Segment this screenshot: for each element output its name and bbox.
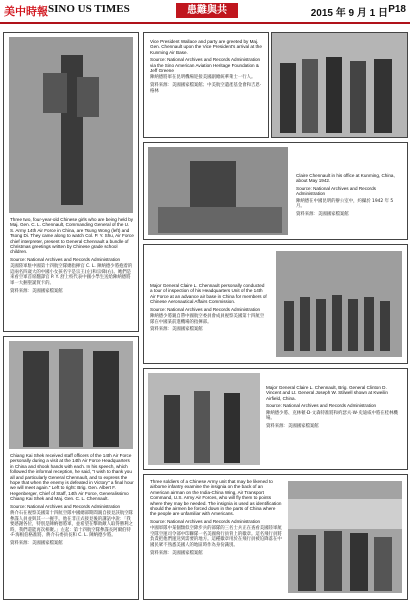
brand-chinese: 美中時報	[4, 5, 48, 18]
article-wallace-source: Source: National Archives and Records Administration via the Sino American Aviation Heritage Foundation & Jeff Greene	[150, 57, 261, 74]
article-inspection-cn-source: 資料來源：美國國家檔案館	[150, 327, 203, 333]
photo-wallace	[271, 32, 408, 138]
article-soldiers	[143, 474, 408, 600]
photo-office	[148, 147, 288, 235]
article-soldiers-cn-source: 資料來源：美國國家檔案館	[150, 550, 203, 556]
article-office-en: Claire Chennault in his office at Kunming, China, about May 1942.	[296, 173, 395, 184]
article-inspection-en: Major General Claire L. Chennault personally conducted a tour of inspection of his Headquarters Unit of the 14th Air Force at an advance air base in China for members of Chinese Aeronautical Affairs Commission.	[150, 283, 267, 305]
article-soldiers-source: Source: National Archives and Records Administration	[150, 518, 261, 524]
article-office-cn: 陳納德在中國昆明的辦公室中，約攝於 1942 年 5 月。	[296, 198, 394, 210]
article-girls-en: Three two, four-year-old Chinese girls who are being held by Maj. Gen. C. L. Chennault, Commanding General of the U. S. Army 14th Air Force in China, are Tsung Wong (left) and Tsong Di. They came along to watch Col. P. Y. Shu, Air Force chief interpreter, present to General Chennault a bundle of Christmas greetings written by Chinese grade school children.	[10, 217, 134, 255]
article-inspection-cn: 陳納德少將親自帶中國航空委員會成員視察美國第十四航空隊在中國某前進機場的指揮部。	[150, 314, 265, 325]
article-girls-source: Source: National Archives and Records Administration	[10, 256, 121, 262]
article-wallace-en: Vice President Wallace and party are greeted by Maj. Gen. Chennault upon the Vice President's arrival at the Kunming Air Base.	[150, 39, 262, 55]
article-chiang-cn: 蔣介石在視察美國第十四航空隊中國總部期間親自接見該航空隊參謀人員並與其一一握手。他在非正式接見後的講話中說：「我要感謝各位，特別是陳納德將軍，並希望在擊敗敵人取得勝利之時，我們還能再次相聚。」左起：第十四航空隊參謀長阿爾伯特·F·海根伯格准將、蔣介石委員長和 C. L. 陳納德少將。	[10, 511, 133, 539]
article-girls	[3, 32, 139, 332]
section-badge: 患難與共	[176, 3, 238, 18]
page-number: P18	[388, 4, 406, 15]
article-girls-cn: 美國陸軍駐中國第十四航空隊總指揮官 C. L. 陳納德少將抱着的這兩名四歲大的中國小女孩名字是宗王(左)和宗娣(右)。她們是來看空軍首席翻譯官 P. Y. 舒上校代表中國小學生送給陳納德將軍一大捆聖誕賀卡的。	[10, 264, 133, 287]
article-chiang-cn-source: 資料來源：美國國家檔案館	[10, 541, 63, 547]
article-soldiers-en: Three soldiers of a Chinese Army unit that may be likened to airborne infantry examine the insignia on the back of an American airman on the India-China Wing, Air Transport Command, U.S. Army Air Forces, who will fly them to points where they may be needed. The insignia is used as identification should the airmen be forced down in the parts of China where the people are unfamiliar with Americans.	[150, 479, 282, 517]
issue-date: 2015 年 9 月 1 日	[310, 8, 388, 19]
photo-inspection	[276, 251, 402, 357]
article-office-cn-source: 資料來源：美國國家檔案館	[296, 211, 349, 217]
photo-soldiers	[288, 481, 402, 593]
photo-chiang	[9, 341, 133, 449]
article-chiang-en: Chiang Kai Shek received staff officers of the 14th Air Force personally during a visit at the 14th Air Force Headquarters in China and shook hands with each. In his speech, which followed the informal reception, he said, "I wish to thank you all and particularly General Chennault, and to express the hope that when the enemy is defeated in Victory" a final hour we will meet again." Left to right: Brig. Gen. Albert F. Hegenberger, Chief of Staff, 14th Air Force, Generalissimo Chiang Kai Shek and Maj. Gen. C. L. Chennault.	[10, 453, 134, 502]
article-wallace-cn: 陳納德將軍在昆明機場迎接美國副總統華萊士一行人。	[150, 75, 256, 81]
article-chiang-source: Source: National Archives and Records Administration	[10, 503, 121, 509]
article-office	[143, 142, 408, 240]
article-soldiers-cn: 中國軍隊中某個類似空降步兵的部隊的三名士兵正在查看美國陸軍航空隊空運司令部中印聯隊一名美國飛行員背上的徽章。這名飛行員將負責把他們運送到需要的地方。這種徽章用於在飛行員被迫降落在中國民眾不熟悉美國人的地區時作為身份識別。	[150, 526, 282, 549]
article-chiang	[3, 336, 139, 600]
photo-kweilin	[148, 373, 260, 465]
article-wallace	[143, 32, 269, 138]
article-inspection-source: Source: National Archives and Records Administration	[150, 306, 261, 312]
article-inspection	[143, 244, 408, 364]
brand-english: SINO US TIMES	[48, 3, 130, 15]
photo-girls	[9, 37, 133, 213]
article-girls-cn-source: 資料來源：美國國家檔案館	[10, 288, 63, 294]
article-kweilin	[143, 368, 408, 470]
article-wallace-cn-source: 資料來源：美國國家檔案館；中美航空遺產基金會和吉恩·格林	[150, 83, 262, 94]
article-kweilin-en: Major General Claire L. Chennault, Brig. General Clinton D. Vincent and Lt. General Joseph W. Stilwell shown at Kweilin Airfield, China.	[266, 385, 388, 401]
article-office-source: Source: National Archives and Records Administration	[296, 185, 376, 197]
article-kweilin-cn-source: 資料來源：美國國家檔案館	[266, 423, 319, 429]
article-kweilin-source: Source: National Archives and Records Administration	[266, 403, 377, 409]
article-kweilin-cn: 陳納德少將、克林頓·D·文森特准將和約瑟夫·W·史迪威中將在桂林機場。	[266, 410, 398, 422]
